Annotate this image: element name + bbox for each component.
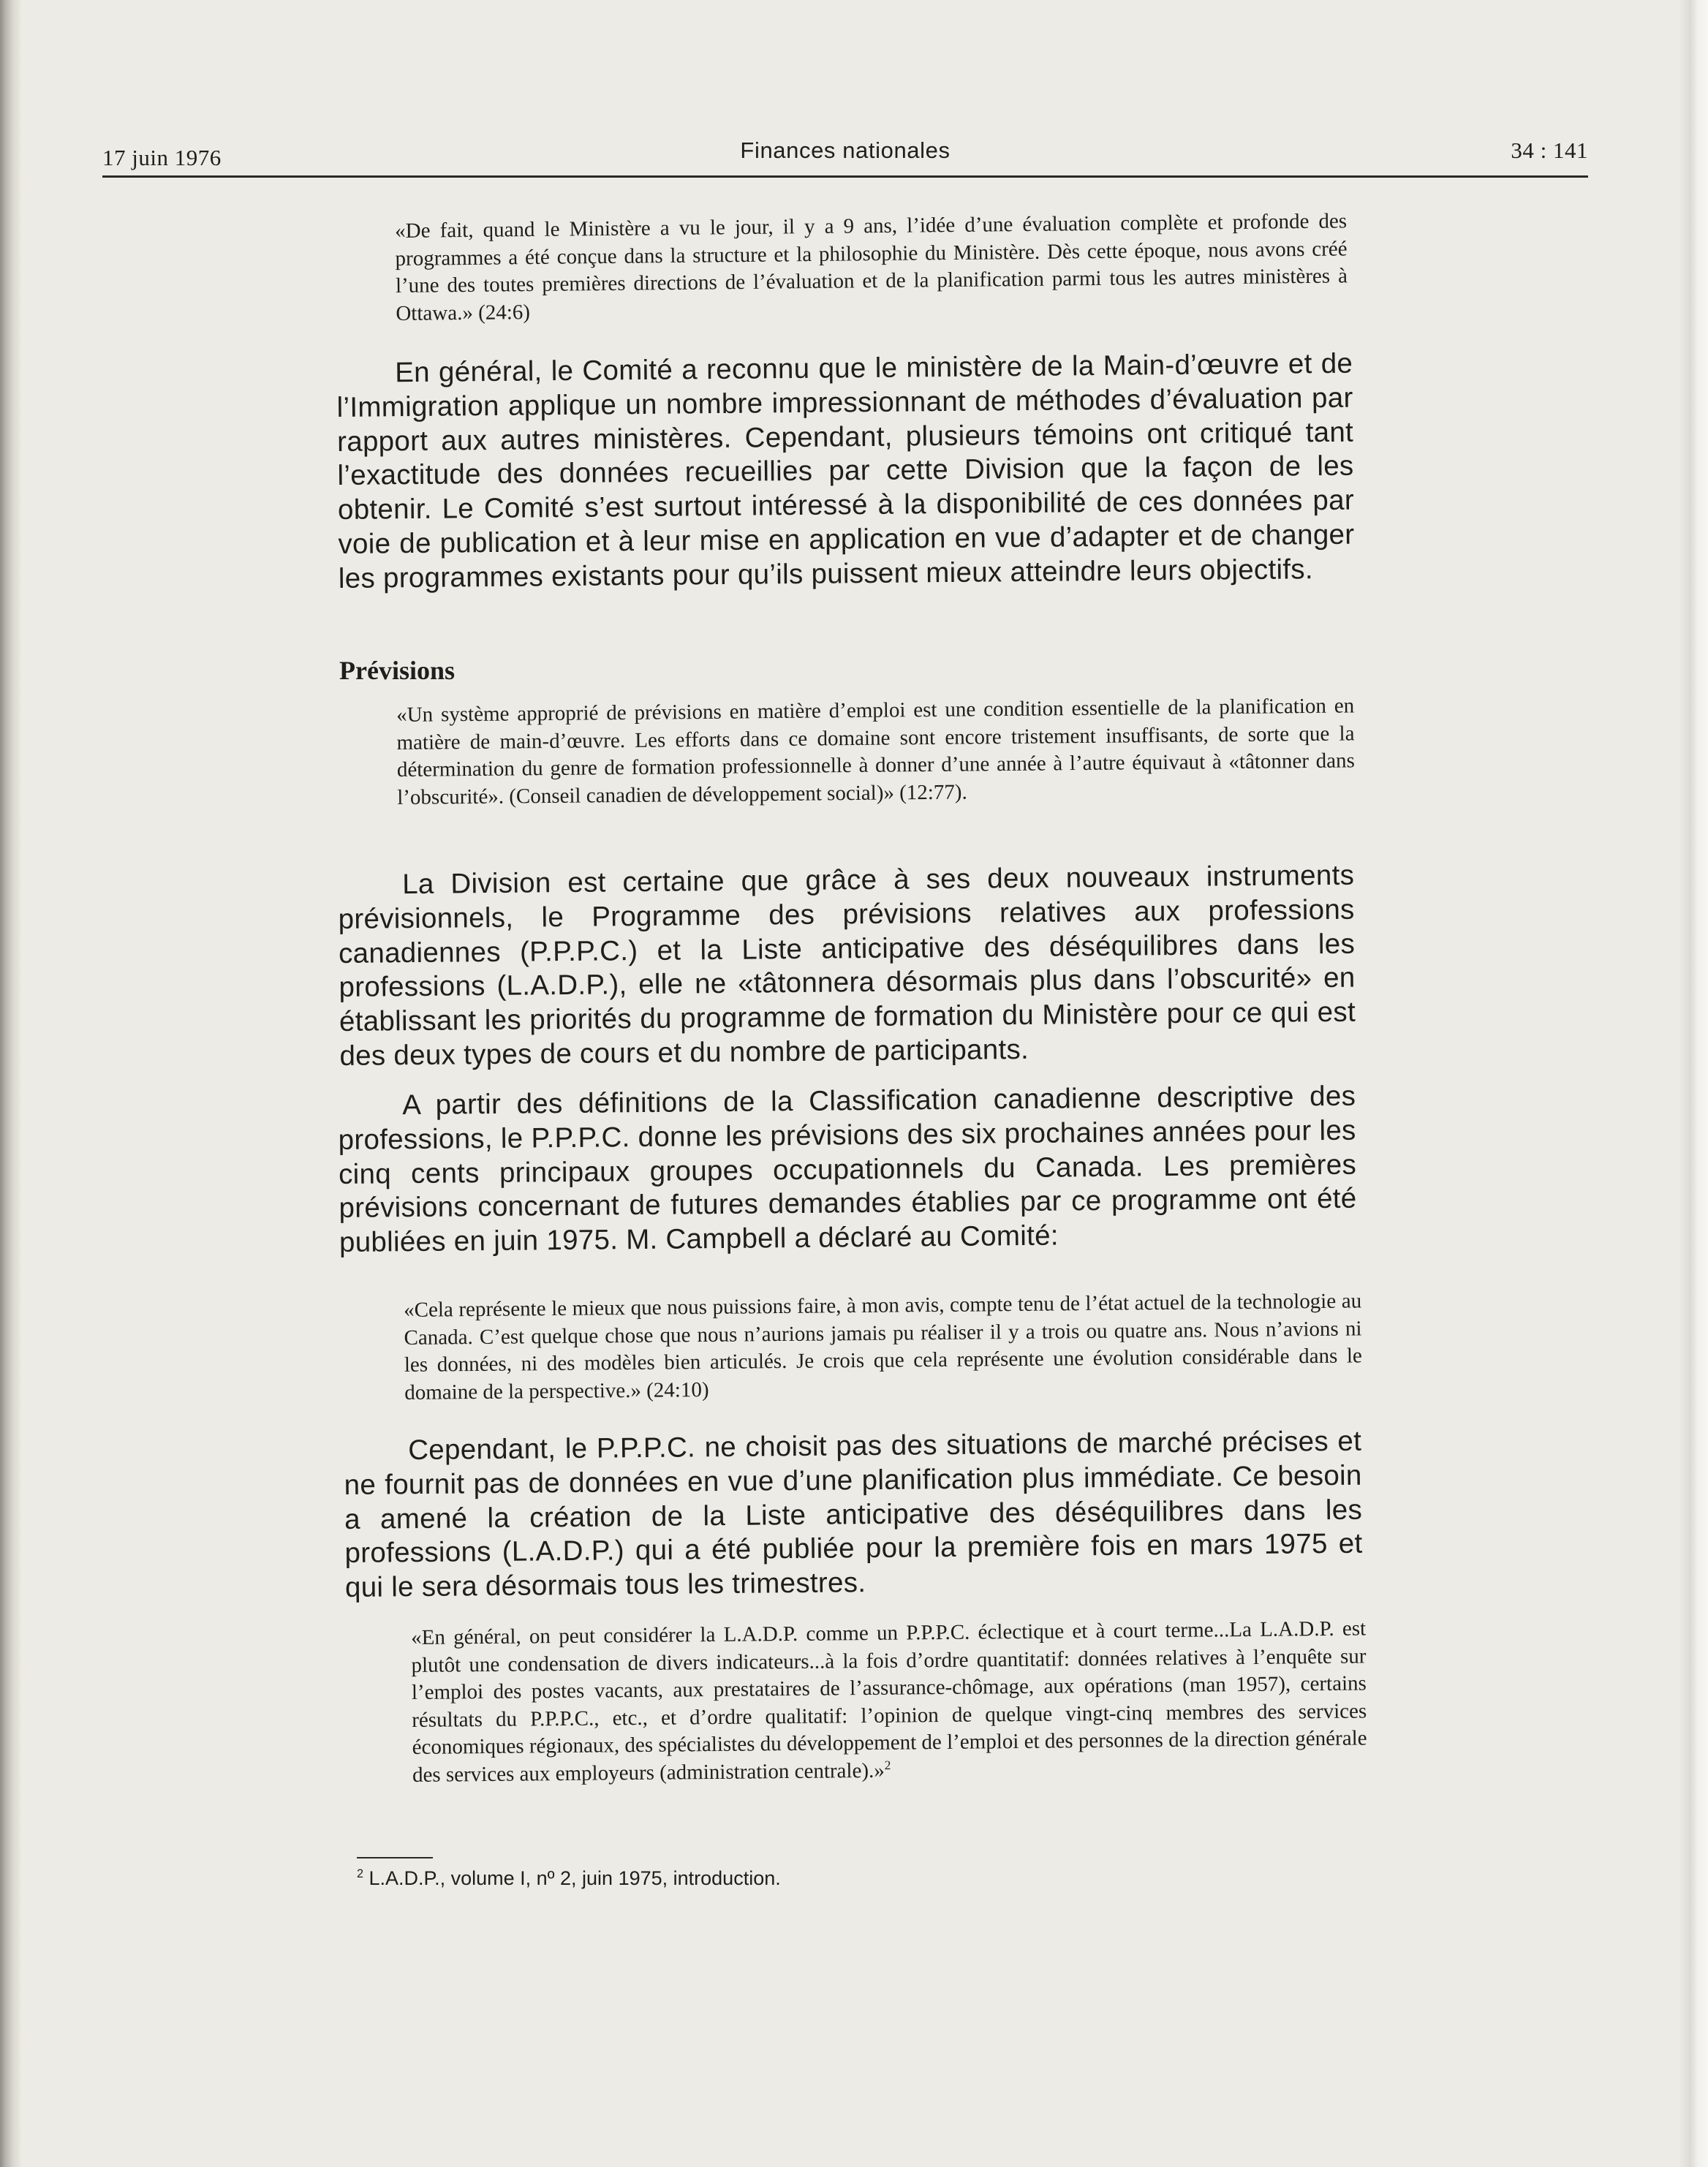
section-heading-previsions: Prévisions [339,656,455,685]
header-rule [102,175,1588,178]
footnote-reference: 2 [884,1757,891,1772]
header-date: 17 juin 1976 [102,145,222,170]
scan-edge-left [0,0,22,2167]
quote-evaluation: «De fait, quand le Ministère a vu le jour, il y a 9 ans, l’idée d’une évaluation complète et profonde des programmes a été conçue dans la structure et la philosophie du Ministère. Dès cette époque, nous avons créé l’une des toutes premières directions de l’évaluation et de la planification parmi tous les autres ministères à Ottawa.» (24:6) [395,209,1348,325]
quote-employment-forecasts: «Un système approprié de prévisions en matière d’emploi est une condition essentielle de la planification en matière de main-d’œuvre. Les efforts dans ce domaine sont encore tristement insuffisants, de sorte que la détermination du genre de formation professionnelle à donner d’une année à l’autre équivaut à «tâtonner dans l’obscurité». (Conseil canadien de développement social)» (12:77). [396,694,1355,809]
footnote-text: L.A.D.P., volume I, nº 2, juin 1975, introduction. [369,1867,781,1889]
quote-ladp [411,1615,1367,1789]
paragraph-division-instruments: La Division est certaine que grâce à ses deux nouveaux instruments prévisionnels, le Programme des prévisions relatives aux professions canadiennes (P.P.P.C.) et la Liste anticipative des déséquilibres dans les professions (L.A.D.P.), elle ne «tâtonnera désormais plus dans l’obscurité» en établissant les priorités du programme de formation du Ministère pour ce qui est des deux types de cours et du nombre de participants. [338,859,1356,1072]
quote-campbell: «Cela représente le mieux que nous puissions faire, à mon avis, compte tenu de l’état actuel de la technologie au Canada. C’est quelque chose que nous n’aurions jamais pu réaliser il y a trois ou quatre ans. Nous n’avions ni les données, ni des modèles bien articulés. Je crois que cela représente une évolution considérable dans le domaine de la perspective.» (24:10) [404,1289,1362,1404]
header-title: Finances nationales [740,137,951,163]
page-header [102,137,1588,181]
paragraph-classification: A partir des définitions de la Classification canadienne descriptive des professions, le P.P.P.C. donne les prévisions des six prochaines années pour les cinq cents principaux groupes occupationnels du Canada. Les premières prévisions concernant de futures demandes établies par ce programme ont été publiées en juin 1975. M. Campbell a déclaré au Comité: [338,1080,1357,1259]
footnote-rule [357,1857,433,1858]
header-page-number: 34 : 141 [1511,137,1588,163]
footnote-marker: 2 [357,1867,364,1880]
quote-ladp-text: «En général, on peut considérer la L.A.D.P. comme un P.P.P.C. éclectique et à court terme...La L.A.D.P. est plutôt une condensation de divers indicateurs...à la fois d’ordre quantitatif: données relatives à l’enquête sur l’emploi des postes vacants, aux prestataires de l’assurance-chômage, aux opérations (man 1957), certains résultats du P.P.P.C., etc., et d’ordre qualitatif: l’opinion de quelque vingt-cinq membres des services économiques régionaux, des spécialistes du développement de l’emploi et des personnes de la direction générale des services aux employeurs (administration centrale).» [411,1616,1367,1787]
footnote [357,1866,781,1891]
paragraph-ppc-limits: Cependant, le P.P.P.C. ne choisit pas des situations de marché précises et ne fournit pas de données en vue d’une planification plus immédiate. Ce besoin a amené la création de la Liste anticipative des déséquilibres dans les professions (L.A.D.P.) qui a été publiée pour la première fois en mars 1975 et qui le sera désormais tous les trimestres. [344,1425,1363,1604]
paragraph-committee-recognition: En général, le Comité a reconnu que le ministère de la Main-d’œuvre et de l’Immigration applique un nombre impressionnant de méthodes d’évaluation par rapport aux autres ministères. Cependant, plusieurs témoins ont critiqué tant l’exactitude des données recueillies par cette Division que la façon de les obtenir. Le Comité s’est surtout intéressé à la disponibilité de ces données par voie de publication et à leur mise en application en vue d’adapter et de changer les programmes existants pour qu’ils puissent mieux atteindre leurs objectifs. [336,347,1355,594]
scan-edge-right [1679,0,1708,2167]
